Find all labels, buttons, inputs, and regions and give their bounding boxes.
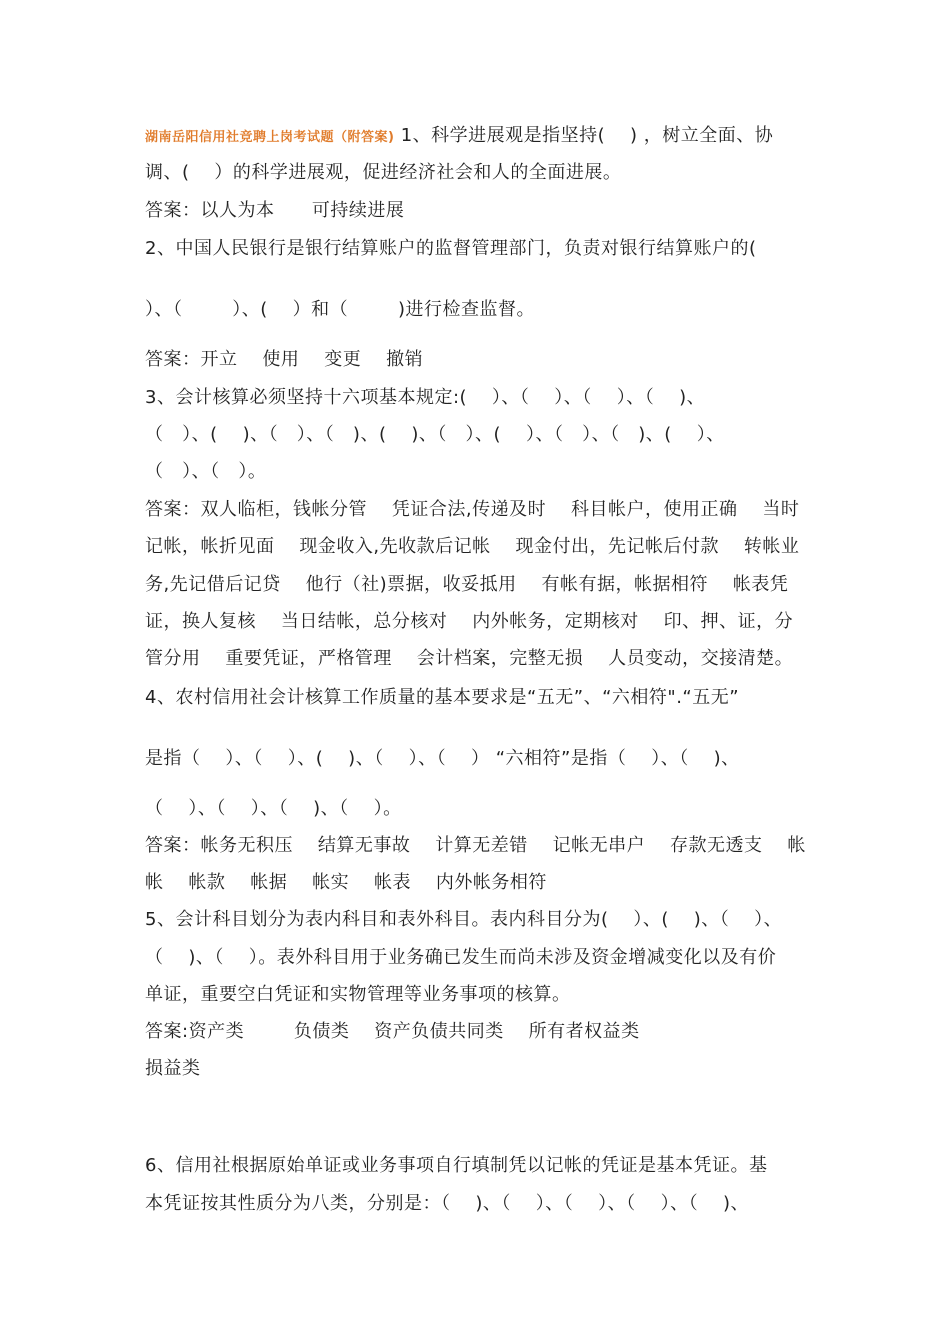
question-4-line-3: （ ）、（ ）、（ )、（ ）。 — [145, 798, 402, 819]
question-1-line-2: 调、( ）的科学进展观，促进经济社会和人的全面进展。 — [145, 162, 622, 183]
question-3-line-1: 3、会计核算必须坚持十六项基本规定:( ）、（ ）、（ ）、（ )、 — [145, 387, 706, 408]
answer-5-line-1: 答案:资产类 负债类 资产负债共同类 所有者权益类 — [145, 1021, 640, 1042]
answer-3-line-4: 证，换人复核 当日结帐，总分核对 内外帐务，定期核对 印、押、证，分 — [145, 611, 794, 632]
answer-2: 答案：开立 使用 变更 撤销 — [145, 349, 424, 370]
answer-1: 答案：以人为本 可持续进展 — [145, 200, 405, 221]
document-title: 湖南岳阳信用社竞聘上岗考试题（附答案) — [145, 130, 395, 145]
question-2-line-1: 2、中国人民银行是银行结算账户的监督管理部门，负责对银行结算账户的( — [145, 238, 757, 259]
question-4-line-1: 4、农村信用社会计核算工作质量的基本要求是“五无”、“六相符".“五无” — [145, 687, 740, 708]
question-4-line-2: 是指（ ）、（ ）、( )、（ ）、（ ） “六相符”是指（ ）、（ )、 — [145, 748, 740, 769]
answer-4-line-2: 帐 帐款 帐据 帐实 帐表 内外帐务相符 — [145, 872, 547, 893]
answer-3-line-2: 记帐，帐折见面 现金收入,先收款后记帐 现金付出，先记帐后付款 转帐业 — [145, 536, 800, 557]
question-5-line-2: （ )、（ ）。表外科目用于业务确已发生而尚未涉及资金增减变化以及有价 — [145, 947, 777, 968]
question-3-line-3: （ ）、（ ）。 — [145, 461, 267, 482]
answer-4-line-1: 答案：帐务无积压 结算无事故 计算无差错 记帐无串户 存款无透支 帐 — [145, 835, 806, 856]
question-1-line-1 — [145, 124, 773, 150]
question-6-line-1: 6、信用社根据原始单证或业务事项自行填制凭以记帐的凭证是基本凭证。基 — [145, 1155, 768, 1176]
answer-5-line-2: 损益类 — [145, 1058, 201, 1079]
question-3-line-2: （ ）、( )、（ ）、（ )、( )、（ ）、( ）、（ ）、（ )、( ）、 — [145, 424, 725, 445]
question-5-line-1: 5、会计科目划分为表内科目和表外科目。表内科目分为( ）、( )、（ ）、 — [145, 909, 783, 930]
question-2-line-2: ）、（ ）、( ）和（ )进行检查监督。 — [145, 299, 535, 320]
answer-3-line-5: 管分用 重要凭证，严格管理 会计档案，完整无损 人员变动，交接清楚。 — [145, 648, 794, 669]
question-5-line-3: 单证，重要空白凭证和实物管理等业务事项的核算。 — [145, 984, 571, 1005]
question-6-line-2: 本凭证按其性质分为八类，分别是：（ )、（ ）、（ ）、（ ）、（ )、 — [145, 1193, 749, 1214]
answer-3-line-3: 务,先记借后记贷 他行（社)票据，收妥抵用 有帐有据，帐据相符 帐表凭 — [145, 574, 789, 595]
line-text: 1、科学进展观是指坚持( ) ，树立全面、协 — [400, 125, 774, 146]
answer-3-line-1: 答案：双人临柜，钱帐分管 凭证合法,传递及时 科目帐户，使用正确 当时 — [145, 499, 800, 520]
